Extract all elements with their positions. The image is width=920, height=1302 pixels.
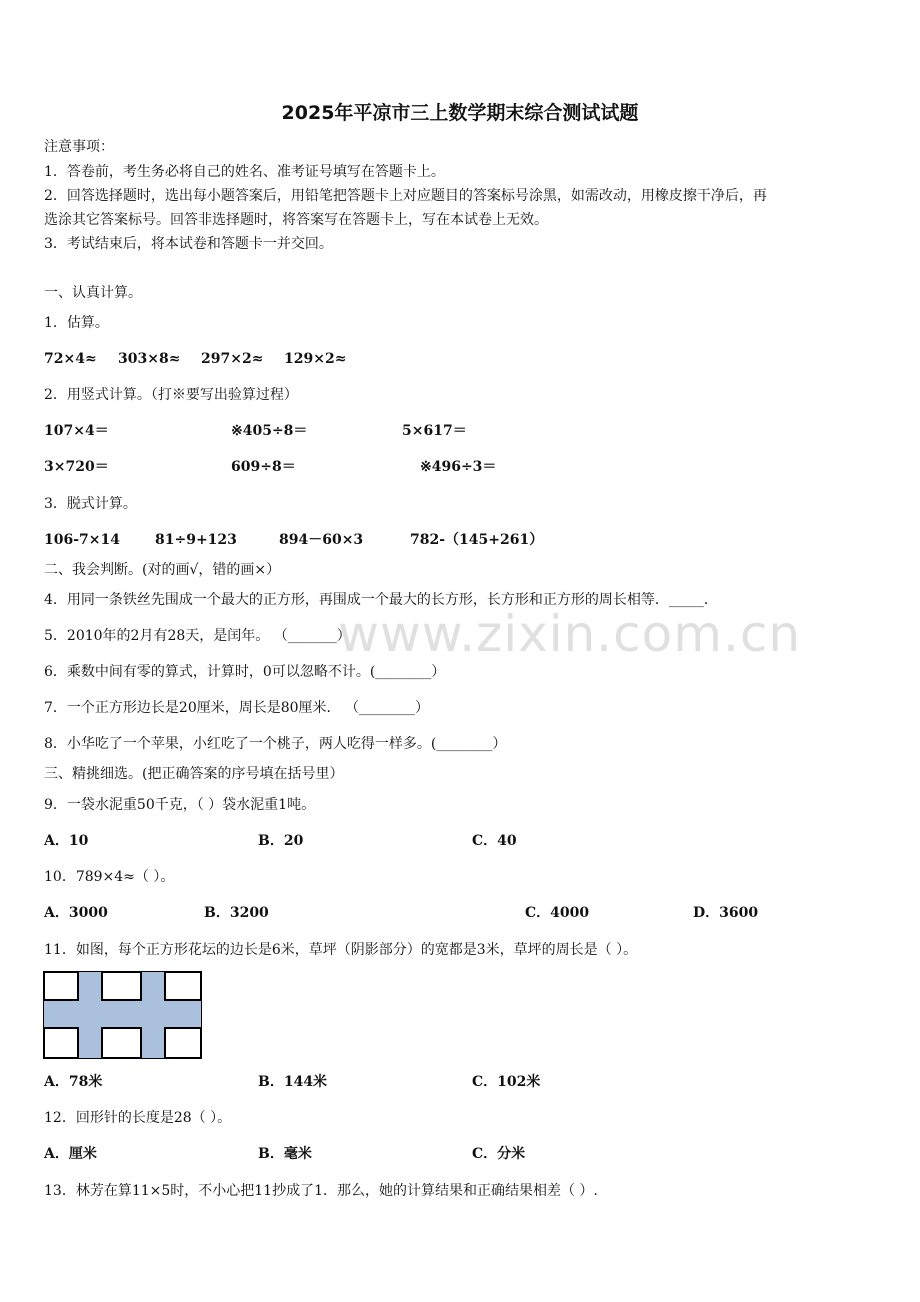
flower-bed [165, 1028, 201, 1058]
q12-option-c: C．分米 [472, 1146, 526, 1162]
q2-item: 5×617＝ [402, 423, 467, 439]
q2-text: 2．用竖式计算。（打※要写出验算过程） [44, 387, 298, 403]
q3-text: 3．脱式计算。 [44, 496, 137, 512]
q10-option-a: A．3000 [44, 905, 108, 921]
q2-item: ※405÷8＝ [231, 423, 308, 439]
q1-item: 303×8≈ [118, 351, 181, 367]
q9-text: 9．一袋水泥重50千克，（ ）袋水泥重1吨。 [44, 797, 316, 813]
q1-item: 297×2≈ [201, 351, 264, 367]
flower-bed [44, 972, 78, 1000]
q1-text: 1．估算。 [44, 315, 109, 331]
section3-heading: 三、精挑细选。(把正确答案的序号填在括号里） [44, 766, 344, 782]
notice-heading: 注意事项： [44, 139, 114, 155]
q7-text: 7．一个正方形边长是20厘米，周长是80厘米． （________） [44, 700, 429, 716]
q11-option-b: B．144米 [258, 1074, 328, 1090]
q11-option-a: A．78米 [44, 1074, 103, 1090]
q13-text: 13．林芳在算11×5时，不小心把11抄成了1．那么，她的计算结果和正确结果相差（ ）. [44, 1183, 598, 1199]
q9-option-c: C．40 [472, 833, 517, 849]
q9-option-a: A．10 [44, 833, 89, 849]
q2-item: 107×4＝ [44, 423, 109, 439]
q12-option-a: A．厘米 [44, 1146, 97, 1162]
notice-item-2: 2．回答选择题时，选出每小题答案后，用铅笔把答题卡上对应题目的答案标号涂黑，如需改动，用橡皮擦干净后，再 [44, 188, 767, 204]
notice-item-3: 3．考试结束后，将本试卷和答题卡一并交回。 [44, 236, 333, 252]
watermark: www.zixin.com.cn [338, 605, 802, 663]
q1-item: 72×4≈ [44, 351, 97, 367]
q3-item: 81÷9+123 [155, 532, 237, 548]
q5-text: 5．2010年的2月有28天，是闰年。 （_______） [44, 628, 351, 644]
q3-item: 106-7×14 [44, 532, 120, 548]
q2-item: 3×720＝ [44, 459, 109, 475]
q10-option-d: D．3600 [693, 905, 759, 921]
flower-bed [44, 1028, 78, 1058]
notice-item-1: 1．答卷前，考生务必将自己的姓名、准考证号填写在答题卡上。 [44, 164, 445, 180]
q3-item: 894－60×3 [279, 532, 364, 548]
q6-text: 6．乘数中间有零的算式，计算时，0可以忽略不计。(________） [44, 664, 446, 680]
q2-item: ※496÷3＝ [420, 459, 497, 475]
q12-option-b: B．毫米 [258, 1146, 312, 1162]
q8-text: 8．小华吃了一个苹果，小红吃了一个桃子，两人吃得一样多。(________） [44, 736, 507, 752]
flower-bed [165, 972, 201, 1000]
q10-option-c: C．4000 [525, 905, 590, 921]
q4-text: 4．用同一条铁丝先围成一个最大的正方形，再围成一个最大的长方形，长方形和正方形的周长相等．_____． [44, 592, 718, 608]
q10-text: 10．789×4≈（ ）。 [44, 869, 175, 885]
notice-item-2-cont: 选涂其它答案标号。回答非选择题时，将答案写在答题卡上，写在本试卷上无效。 [44, 212, 548, 228]
lawn-figure [43, 971, 203, 1061]
q11-text: 11．如图，每个正方形花坛的边长是6米，草坪（阴影部分）的宽都是3米，草坪的周长是（ ）。 [44, 942, 638, 958]
section1-heading: 一、认真计算。 [44, 285, 142, 301]
q1-item: 129×2≈ [284, 351, 347, 367]
q11-option-c: C．102米 [472, 1074, 541, 1090]
flower-bed [102, 972, 141, 1000]
flower-bed [102, 1028, 141, 1058]
q3-item: 782-（145+261） [410, 532, 544, 548]
section2-heading: 二、我会判断。(对的画√，错的画×） [44, 562, 281, 578]
page-title: 2025年平凉市三上数学期末综合测试试题 [281, 102, 639, 124]
q2-item: 609÷8＝ [231, 459, 296, 475]
q10-option-b: B．3200 [204, 905, 269, 921]
q12-text: 12．回形针的长度是28（ ）。 [44, 1110, 232, 1126]
q9-option-b: B．20 [258, 833, 304, 849]
